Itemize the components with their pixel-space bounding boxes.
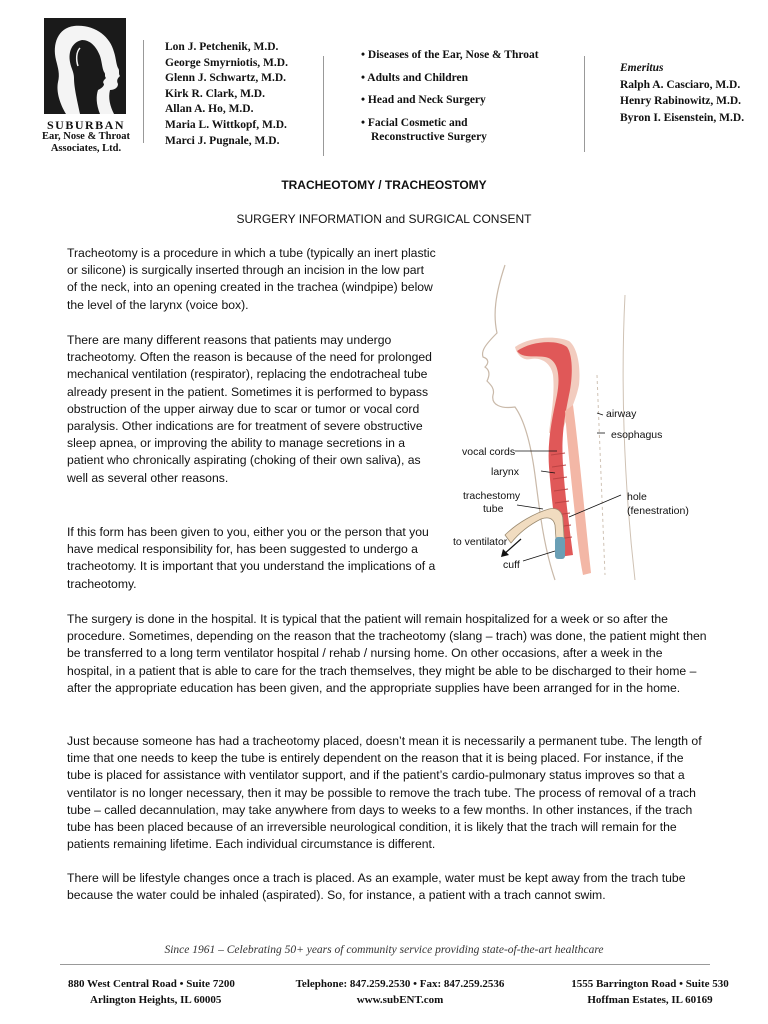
body-paragraph: Tracheotomy is a procedure in which a tube (typically an inert plastic or silicone) is surgically inserted through an incision in the low part of the neck, into an opening created in the trachea (windpipe) below the level of the larynx (voice box).	[67, 246, 436, 312]
label-hole: hole	[627, 491, 647, 503]
trach-cuff	[555, 537, 565, 559]
label-esophagus: esophagus	[611, 429, 663, 441]
body-paragraph: If this form has been given to you, either you or the person that you have medical responsibility for, has been suggested to undergo a tracheotomy. It is important that you understand the implications of a tracheotomy.	[67, 525, 436, 591]
body-paragraph: The surgery is done in the hospital. It is typical that the patient will remain hospitalized for a week or so after the procedure. Sometimes, depending on the reason that the tracheotomy (slang – trach) was done, the patient might then be transferred to a long term ventilator hospital / rehab / nursing home. On other occasions, after a week in the hospital, in a patient that is able to care for the trach themselves, they might be able to be discharged to their home – after the appropriate education has been given, and the appropriate supplies have been arranged for in the home.	[67, 612, 707, 695]
service-item: • Head and Neck Surgery	[361, 94, 486, 106]
service-item: • Diseases of the Ear, Nose & Throat	[361, 49, 539, 61]
body-paragraph: There will be lifestyle changes once a trach is placed. As an example, water must be kept away from the trach tube because the water could be inhaled (aspirated). So, for instance, a patient with a trach cannot swim.	[67, 871, 686, 903]
spine-outline	[597, 375, 605, 575]
service-item: Reconstructive Surgery	[371, 131, 487, 143]
footer-divider	[60, 964, 710, 965]
footer-address-hoffman	[560, 977, 740, 1008]
logo-subtitle: Ear, Nose & Throat	[42, 131, 130, 142]
header-divider	[323, 56, 324, 156]
address-line: 880 West Central Road • Suite 7200	[68, 978, 235, 990]
header-divider	[584, 56, 585, 152]
address-line: Hoffman Estates, IL 60169	[587, 993, 713, 1006]
emeritus-name: Ralph A. Casciaro, M.D.	[620, 78, 741, 91]
footer-contact	[265, 977, 535, 1008]
physician-name: Maria L. Wittkopf, M.D.	[165, 118, 287, 131]
physician-name: Kirk R. Clark, M.D.	[165, 87, 265, 100]
document-subtitle: SURGERY INFORMATION and SURGICAL CONSENT	[236, 212, 532, 226]
label-cuff: cuff	[503, 559, 520, 571]
label-fenestration: (fenestration)	[627, 505, 689, 517]
tracheostomy-diagram	[445, 255, 715, 585]
emeritus-title: Emeritus	[620, 62, 664, 74]
service-item: • Facial Cosmetic and	[361, 116, 468, 129]
label-ventilator: to ventilator	[453, 536, 508, 548]
footer-tagline: Since 1961 – Celebrating 50+ years of community service providing state-of-the-art healthcare	[164, 944, 604, 956]
label-trach-tube: trachestomy	[463, 490, 521, 502]
label-trach-tube-2: tube	[483, 503, 504, 515]
footer-address-arlington	[68, 977, 268, 1008]
service-item: • Adults and Children	[361, 71, 469, 84]
services-list	[361, 44, 539, 149]
document-title: TRACHEOTOMY / TRACHEOSTOMY	[281, 178, 487, 192]
physician-name: Glenn J. Schwartz, M.D.	[165, 72, 287, 85]
physician-list	[165, 40, 288, 149]
address-line: 1555 Barrington Road • Suite 530	[571, 978, 729, 990]
physician-name: Lon J. Petchenik, M.D.	[165, 41, 279, 53]
emeritus-list	[620, 60, 744, 126]
emeritus-name: Henry Rabinowitz, M.D.	[620, 95, 742, 107]
logo-subtitle-2: Associates, Ltd.	[50, 143, 122, 154]
physician-name: George Smyrniotis, M.D.	[165, 56, 288, 69]
body-paragraph: Just because someone has had a tracheotomy placed, doesn’t mean it is necessarily a permanent tube. The length of time that one needs to keep the tube is entirely dependent on the reason that it is being placed. For instance, if the tube is placed for assistance with ventilator support, and if the patient’s cardio-pulmonary status improves so that a ventilator is no longer necessary, then it may be possible to remove the trach tube. The process of removal of a trach tube – called decannulation, may take anywhere from days to weeks to a few months. In other instances, if the trach tube has been placed because of an irreversible neurological condition, it is likely that the trach will remain for the patients remaining lifetime. Each individual circumstance is different.	[67, 734, 702, 852]
label-airway: airway	[606, 408, 637, 420]
header-divider	[143, 40, 144, 143]
phone-fax: Telephone: 847.259.2530 • Fax: 847.259.2536	[295, 978, 505, 990]
body-paragraph: There are many different reasons that patients may undergo tracheotomy. Often the reason is because of the need for prolonged mechanical ventilation (respirator), replacing the endotracheal tube already present in the patient. Sometimes it is performed to bypass obstruction of the upper airway due to scar or tumor or vocal cord paralysis. Other indications are for treatment of severe obstructive sleep apnea, or improving the ability to manage secretions in a patient who chronically aspirating (choking of their own saliva), as well as several other reasons.	[67, 333, 432, 485]
head-profile-icon	[44, 18, 126, 114]
label-vocal-cords: vocal cords	[462, 446, 516, 458]
logo-title: SUBURBAN	[46, 118, 125, 132]
website-link[interactable]: www.subENT.com	[356, 993, 444, 1006]
logo-mark	[44, 18, 126, 114]
label-larynx: larynx	[491, 466, 520, 478]
logo-name	[36, 119, 136, 155]
physician-name: Marci J. Pugnale, M.D.	[165, 134, 280, 147]
address-line: Arlington Heights, IL 60005	[90, 993, 222, 1006]
physician-name: Allan A. Ho, M.D.	[165, 103, 254, 116]
emeritus-name: Byron I. Eisenstein, M.D.	[620, 111, 745, 124]
